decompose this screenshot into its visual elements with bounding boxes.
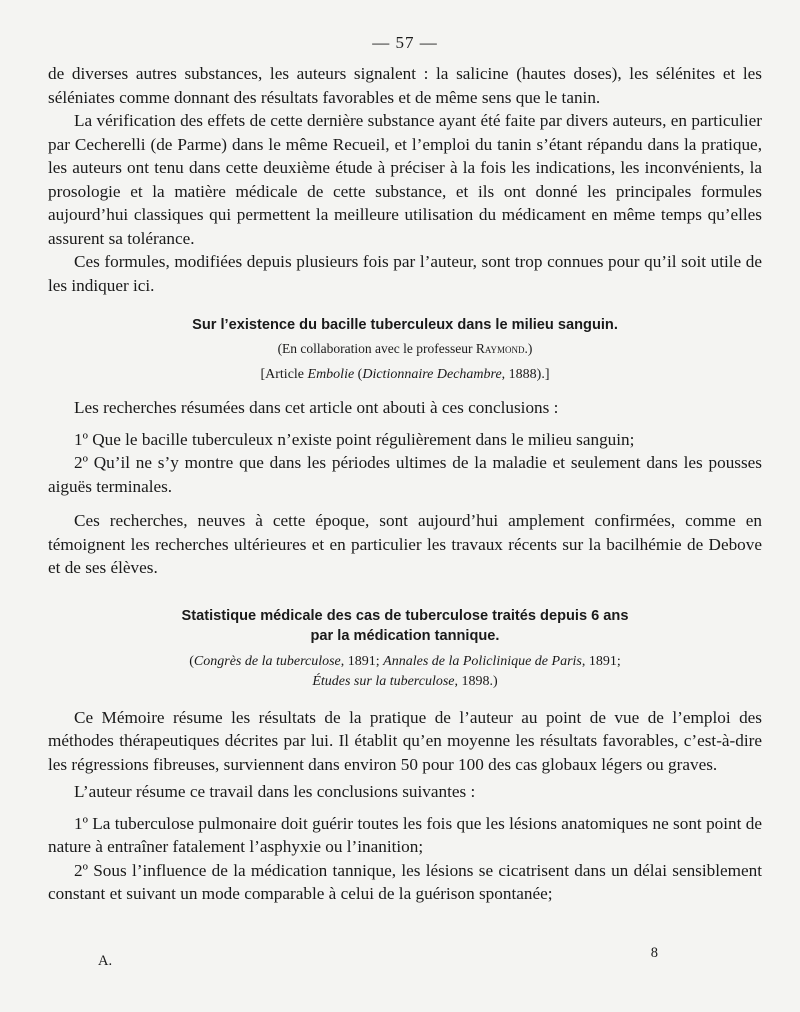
paragraph: de diverses autres substances, les auteurs signalent : la salicine (hautes doses), les sélénites et les séléniates comme donnant des résultats favorables et de même sens que le tanin.: [48, 64, 762, 107]
paragraph: Les recherches résumées dans cet article ont abouti à ces conclusions :: [74, 398, 559, 417]
paragraph: Ces formules, modifiées depuis plusieurs fois par l’auteur, sont trop connues pour qu’il soit utile de les indiquer ici.: [48, 252, 762, 295]
citation: (Congrès de la tuberculose, 1891; Annales de la Policlinique de Paris, 1891; Études sur la tuberculose, 1898.): [189, 653, 621, 689]
paragraph: Ce Mémoire résume les résultats de la pratique de l’auteur au point de vue de l’emploi des méthodes thérapeutiques décrites par lui. Il établit qu’en moyenne les résultats favorables, c’est-à-dire les régressions fibreuses, surviennent dans environ 50 pour 100 des cas globaux légers ou graves.: [48, 707, 762, 774]
section-title-bacille: Sur l’existence du bacille tuberculeux dans le milieu sanguin.: [192, 317, 618, 333]
conclusion-2: 2º Qu’il ne s’y montre que dans les périodes ultimes de la maladie et seulement dans les pousses aiguës terminales.: [48, 453, 762, 496]
conclusion-1: 1º Que le bacille tuberculeux n’existe point régulièrement dans le milieu sanguin;: [74, 429, 635, 449]
sheet-number: 8: [650, 945, 658, 961]
page-body: [48, 62, 762, 906]
conclusion-1: 1º La tuberculose pulmonaire doit guérir toutes les fois que les lésions anatomiques ne sont point de nature à entraîner fatalement l’asphyxie ou l’inanition;: [48, 813, 762, 856]
page-number: — 57 —: [372, 33, 438, 52]
conclusion-2: 2º Sous l’influence de la médication tannique, les lésions se cicatrisent dans un délai sensiblement constant et suivant un mode comparable à celui de la guérison spontanée;: [48, 860, 762, 903]
collaboration-note: (En collaboration avec le professeur Raymond.): [277, 341, 533, 356]
paragraph: La vérification des effets de cette dernière substance ayant été faite par divers auteurs, en particulier par Cecherelli (de Parme) dans le même Recueil, et l’emploi du tanin s’étant répandu dans la pratique, les auteurs ont tenu dans cette deuxième étude à préciser à la fois les indications, les inconvénients, la prosologie et la matière médicale de cette substance, et ils ont donné les principales formules aujourd’hui classiques qui permettent la meilleure utilisation du médicament en même temps qu’elles assurent sa tolérance.: [48, 111, 762, 248]
paragraph: Ces recherches, neuves à cette époque, sont aujourd’hui amplement confirmées, comme en témoignent les recherches ultérieures et en particulier les travaux récents sur la bacilhémie de Debove et de ses élèves.: [48, 511, 762, 577]
paragraph: L’auteur résume ce travail dans les conclusions suivantes :: [74, 782, 476, 801]
document-page: [48, 0, 762, 1012]
citation: [Article Embolie (Dictionnaire Dechambre, 1888).]: [260, 367, 550, 382]
section-title-statistique: Statistique médicale des cas de tuberculose traités depuis 6 ans par la médication tannique.: [181, 607, 629, 644]
signature-mark: A.: [98, 953, 113, 969]
